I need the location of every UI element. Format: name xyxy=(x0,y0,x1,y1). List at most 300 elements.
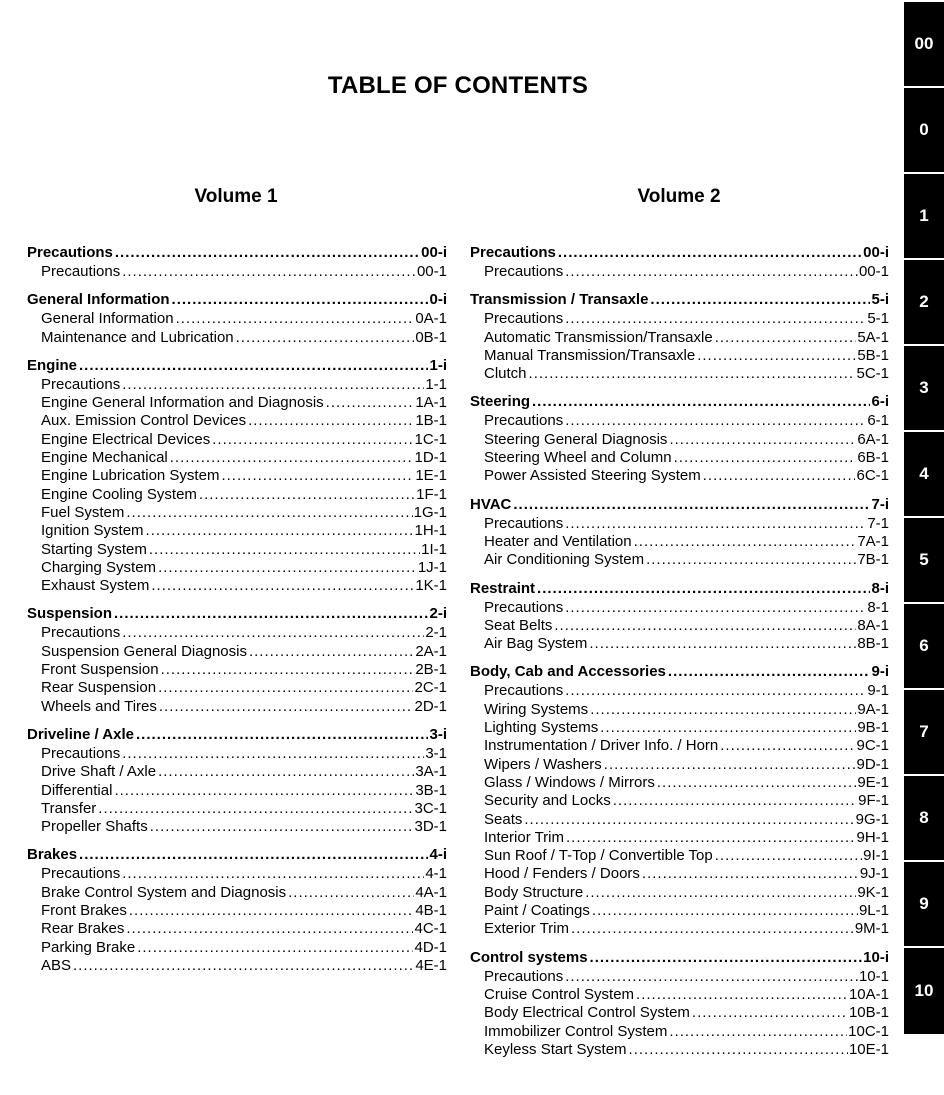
toc-item-engine-electrical-devices[interactable] xyxy=(27,431,447,449)
dot-leader xyxy=(122,263,416,281)
toc-item-engine-mechanical[interactable] xyxy=(27,449,447,467)
dot-leader xyxy=(115,243,420,263)
toc-entry-page: 10-i xyxy=(863,948,889,966)
toc-entry-page: 1J-1 xyxy=(417,558,447,576)
dot-leader xyxy=(566,829,855,847)
section-tab-4[interactable]: 4 xyxy=(904,432,944,516)
toc-entry-title: Maintenance and Lubrication xyxy=(41,328,234,346)
toc-entry-title: Transfer xyxy=(41,799,97,817)
toc-entry-page: 8B-1 xyxy=(857,635,889,653)
toc-item-precautions[interactable] xyxy=(27,376,447,394)
toc-entry-title: Precautions xyxy=(484,310,564,328)
dot-leader xyxy=(558,243,862,263)
dot-leader xyxy=(129,902,414,920)
toc-entry-title: Body Electrical Control System xyxy=(484,1004,690,1022)
toc-item-engine-general-information-and-diagnosis[interactable] xyxy=(27,394,447,412)
toc-item-paint-coatings[interactable] xyxy=(470,902,889,920)
toc-heading-control-systems[interactable] xyxy=(470,948,889,968)
toc-entry-title: Precautions xyxy=(484,263,564,280)
dot-leader xyxy=(565,599,866,617)
toc-entry-page: 5-i xyxy=(871,291,889,309)
toc-entry-page: 6C-1 xyxy=(856,467,889,485)
dot-leader xyxy=(592,902,858,920)
toc-entry-page: 00-i xyxy=(863,244,889,261)
dot-leader xyxy=(199,486,415,504)
toc-entry-title: General Information xyxy=(41,310,174,328)
toc-heading-driveline-axle[interactable] xyxy=(27,725,447,745)
dot-leader xyxy=(326,394,415,412)
toc-section-control-systems xyxy=(470,948,889,1059)
volume-2-heading: Volume 2 xyxy=(637,186,721,207)
toc-entry-title: Lighting Systems xyxy=(484,719,599,737)
toc-entry-page: 5A-1 xyxy=(857,328,889,346)
toc-heading-hvac[interactable] xyxy=(470,495,889,515)
toc-entry-title: Heater and Ventilation xyxy=(484,532,632,550)
dot-leader xyxy=(585,884,856,902)
toc-item-aux-emission-control-devices[interactable] xyxy=(27,412,447,430)
toc-entry-title: Automatic Transmission/Transaxle xyxy=(484,328,713,346)
dot-leader xyxy=(524,811,854,829)
dot-leader xyxy=(73,957,414,975)
dot-leader xyxy=(158,679,413,697)
toc-entry-page: 7-1 xyxy=(867,514,889,532)
dot-leader xyxy=(126,504,412,522)
toc-entry-page: 8A-1 xyxy=(857,616,889,634)
toc-item-precautions[interactable] xyxy=(27,865,447,883)
toc-item-sun-roof-t-top-convertible-top[interactable] xyxy=(470,847,889,865)
dot-leader xyxy=(565,515,866,533)
dot-leader xyxy=(136,725,428,745)
toc-item-precautions[interactable] xyxy=(470,310,889,328)
toc-item-transfer[interactable] xyxy=(27,800,447,818)
dot-leader xyxy=(565,263,858,281)
toc-entry-page: 2C-1 xyxy=(414,679,447,697)
toc-heading-precautions[interactable] xyxy=(470,243,889,263)
toc-item-automatic-transmission-transaxle[interactable] xyxy=(470,329,889,347)
toc-item-instrumentation-driver-info-horn[interactable] xyxy=(470,737,889,755)
dot-leader xyxy=(590,948,863,968)
toc-item-interior-trim[interactable] xyxy=(470,829,889,847)
toc-entry-title: Air Bag System xyxy=(484,635,588,653)
toc-entry-page: 9-1 xyxy=(867,682,889,700)
toc-entry-page: 1H-1 xyxy=(414,522,447,540)
toc-entry-page: 3A-1 xyxy=(415,763,447,781)
toc-item-air-conditioning-system[interactable] xyxy=(470,551,889,569)
toc-section-steering xyxy=(470,392,889,485)
toc-entry-title: Precautions xyxy=(27,244,113,261)
toc-section-brakes xyxy=(27,845,447,975)
dot-leader xyxy=(212,431,413,449)
dot-leader xyxy=(613,792,857,810)
dot-leader xyxy=(151,577,414,595)
toc-entry-title: Glass / Windows / Mirrors xyxy=(484,773,655,791)
toc-entry-page: 6-i xyxy=(871,393,889,411)
dot-leader xyxy=(571,920,854,938)
toc-item-steering-general-diagnosis[interactable] xyxy=(470,431,889,449)
toc-section-precautions xyxy=(470,243,889,281)
toc-entry-title: Restraint xyxy=(470,579,536,597)
dot-leader xyxy=(149,541,420,559)
dot-leader xyxy=(122,865,424,883)
toc-entry-page: 3D-1 xyxy=(414,818,447,836)
section-tabs xyxy=(904,2,944,1036)
section-tab-0[interactable]: 0 xyxy=(904,88,944,172)
dot-leader xyxy=(146,522,414,540)
toc-item-front-brakes[interactable] xyxy=(27,902,447,920)
toc-entry-page: 8-i xyxy=(871,579,889,597)
toc-item-lighting-systems[interactable] xyxy=(470,719,889,737)
toc-entry-title: Precautions xyxy=(41,375,121,393)
toc-item-power-assisted-steering-system[interactable] xyxy=(470,467,889,485)
toc-entry-title: Propeller Shafts xyxy=(41,818,148,836)
dot-leader xyxy=(604,756,856,774)
toc-item-immobilizer-control-system[interactable] xyxy=(470,1023,889,1041)
toc-heading-transmission-transaxle[interactable] xyxy=(470,290,889,310)
toc-item-starting-system[interactable] xyxy=(27,541,447,559)
dot-leader xyxy=(554,617,856,635)
toc-entry-page: 1K-1 xyxy=(415,577,447,595)
toc-entry-title: Engine Cooling System xyxy=(41,485,197,503)
toc-entry-title: Front Brakes xyxy=(41,902,127,920)
toc-entry-page: 9C-1 xyxy=(856,737,889,755)
toc-item-suspension-general-diagnosis[interactable] xyxy=(27,643,447,661)
toc-heading-restraint[interactable] xyxy=(470,579,889,599)
toc-item-wiring-systems[interactable] xyxy=(470,701,889,719)
toc-entry-title: ABS xyxy=(41,956,72,974)
toc-item-propeller-shafts[interactable] xyxy=(27,818,447,836)
toc-entry-page: 00-1 xyxy=(858,263,889,280)
toc-entry-title: Power Assisted Steering System xyxy=(484,467,701,485)
dot-leader xyxy=(126,920,413,938)
toc-entry-page: 6A-1 xyxy=(857,430,889,448)
dot-leader xyxy=(532,392,870,412)
toc-entry-title: General Information xyxy=(27,291,170,309)
section-tab-00[interactable]: 00 xyxy=(904,2,944,86)
dot-leader xyxy=(720,737,855,755)
toc-entry-page: 4D-1 xyxy=(414,938,447,956)
toc-heading-engine[interactable] xyxy=(27,356,447,376)
dot-leader xyxy=(248,412,414,430)
toc-entry-page: 9I-1 xyxy=(863,847,889,865)
toc-entry-page: 9-i xyxy=(871,663,889,681)
toc-item-brake-control-system-and-diagnosis[interactable] xyxy=(27,884,447,902)
toc-entry-title: Wheels and Tires xyxy=(41,697,157,715)
toc-entry-title: Rear Suspension xyxy=(41,679,157,697)
dot-leader xyxy=(529,365,856,383)
dot-leader xyxy=(170,449,414,467)
dot-leader xyxy=(668,662,871,682)
dot-leader xyxy=(158,763,414,781)
toc-entry-title: Instrumentation / Driver Info. / Horn xyxy=(484,737,719,755)
dot-leader xyxy=(650,290,870,310)
toc-entry-page: 6-1 xyxy=(867,412,889,430)
toc-item-charging-system[interactable] xyxy=(27,559,447,577)
toc-item-ignition-system[interactable] xyxy=(27,522,447,540)
toc-item-security-and-locks[interactable] xyxy=(470,792,889,810)
dot-leader xyxy=(513,495,870,515)
toc-entry-page: 4E-1 xyxy=(415,956,447,974)
dot-leader xyxy=(288,884,414,902)
toc-entry-title: Drive Shaft / Axle xyxy=(41,763,157,781)
toc-entry-page: 9E-1 xyxy=(857,773,889,791)
toc-section-precautions xyxy=(27,243,447,281)
toc-heading-steering[interactable] xyxy=(470,392,889,412)
page-title: TABLE OF CONTENTS xyxy=(327,72,589,99)
toc-entry-title: Wiring Systems xyxy=(484,700,589,718)
toc-item-precautions[interactable] xyxy=(470,599,889,617)
toc-entry-page: 10E-1 xyxy=(848,1040,889,1058)
toc-item-clutch[interactable] xyxy=(470,365,889,383)
toc-entry-page: 5B-1 xyxy=(857,346,889,364)
toc-entry-page: 8-1 xyxy=(867,598,889,616)
toc-entry-title: Precautions xyxy=(484,967,564,985)
toc-item-glass-windows-mirrors[interactable] xyxy=(470,774,889,792)
toc-section-suspension xyxy=(27,604,447,715)
dot-leader xyxy=(122,745,424,763)
toc-entry-title: Driveline / Axle xyxy=(27,725,134,743)
dot-leader xyxy=(692,1004,848,1022)
toc-entry-page: 9D-1 xyxy=(856,755,889,773)
toc-entry-page: 10B-1 xyxy=(848,1004,889,1022)
dot-leader xyxy=(565,968,858,986)
toc-item-drive-shaft-axle[interactable] xyxy=(27,763,447,781)
toc-entry-title: Seat Belts xyxy=(484,616,553,634)
dot-leader xyxy=(114,604,428,624)
toc-item-hood-fenders-doors[interactable] xyxy=(470,865,889,883)
toc-item-steering-wheel-and-column[interactable] xyxy=(470,449,889,467)
dot-leader xyxy=(646,551,856,569)
dot-leader xyxy=(161,661,415,679)
toc-section-restraint xyxy=(470,579,889,654)
toc-item-parking-brake[interactable] xyxy=(27,939,447,957)
toc-entry-title: Precautions xyxy=(41,263,121,280)
dot-leader xyxy=(565,682,866,700)
toc-item-precautions[interactable] xyxy=(27,624,447,642)
toc-entry-page: 4-i xyxy=(429,846,447,864)
toc-item-body-electrical-control-system[interactable] xyxy=(470,1004,889,1022)
toc-item-seats[interactable] xyxy=(470,811,889,829)
toc-entry-title: Fuel System xyxy=(41,503,125,521)
toc-entry-page: 3C-1 xyxy=(414,799,447,817)
toc-entry-title: Hood / Fenders / Doors xyxy=(484,865,640,883)
section-tab-9[interactable]: 9 xyxy=(904,862,944,946)
toc-item-precautions[interactable] xyxy=(27,745,447,763)
section-tab-6[interactable]: 6 xyxy=(904,604,944,688)
dot-leader xyxy=(669,431,856,449)
toc-entry-title: Precautions xyxy=(484,598,564,616)
toc-entry-title: Exterior Trim xyxy=(484,920,570,938)
toc-item-maintenance-and-lubrication[interactable] xyxy=(27,329,447,347)
dot-leader xyxy=(79,356,428,376)
dot-leader xyxy=(634,533,857,551)
dot-leader xyxy=(221,467,414,485)
dot-leader xyxy=(697,347,856,365)
toc-heading-body-cab-and-accessories[interactable] xyxy=(470,662,889,682)
toc-item-wheels-and-tires[interactable] xyxy=(27,698,447,716)
toc-heading-general-information[interactable] xyxy=(27,290,447,310)
dot-leader xyxy=(114,782,414,800)
toc-entry-title: Precautions xyxy=(484,514,564,532)
toc-entry-title: Suspension xyxy=(27,605,113,623)
toc-entry-title: Precautions xyxy=(484,412,564,430)
toc-entry-page: 1E-1 xyxy=(415,467,447,485)
toc-entry-title: Immobilizer Control System xyxy=(484,1022,668,1040)
toc-entry-title: Cruise Control System xyxy=(484,985,635,1003)
dot-leader xyxy=(674,449,857,467)
toc-item-precautions[interactable] xyxy=(470,968,889,986)
toc-item-body-structure[interactable] xyxy=(470,884,889,902)
toc-item-heater-and-ventilation[interactable] xyxy=(470,533,889,551)
toc-heading-brakes[interactable] xyxy=(27,845,447,865)
toc-entry-title: Seats xyxy=(484,810,523,828)
toc-entry-page: 7B-1 xyxy=(857,551,889,569)
toc-entry-title: Precautions xyxy=(41,865,121,883)
toc-item-engine-cooling-system[interactable] xyxy=(27,486,447,504)
section-tab-8[interactable]: 8 xyxy=(904,776,944,860)
dot-leader xyxy=(715,329,857,347)
toc-item-seat-belts[interactable] xyxy=(470,617,889,635)
toc-entry-page: 00-1 xyxy=(416,263,447,280)
toc-item-general-information[interactable] xyxy=(27,310,447,328)
toc-entry-page: 9F-1 xyxy=(858,792,889,810)
toc-entry-title: Engine Electrical Devices xyxy=(41,430,211,448)
toc-entry-title: Clutch xyxy=(484,365,527,383)
section-tab-1[interactable]: 1 xyxy=(904,174,944,258)
toc-item-precautions[interactable] xyxy=(470,682,889,700)
dot-leader xyxy=(137,939,413,957)
toc-entry-title: Keyless Start System xyxy=(484,1040,627,1058)
toc-entry-page: 1D-1 xyxy=(414,449,447,467)
toc-entry-title: Interior Trim xyxy=(484,828,565,846)
toc-entry-page: 1A-1 xyxy=(415,394,447,412)
toc-entry-title: Steering General Diagnosis xyxy=(484,430,668,448)
toc-entry-page: 7A-1 xyxy=(857,532,889,550)
toc-entry-title: Body Structure xyxy=(484,883,584,901)
toc-entry-title: Ignition System xyxy=(41,522,144,540)
toc-entry-page: 9L-1 xyxy=(858,902,889,920)
toc-entry-title: Sun Roof / T-Top / Convertible Top xyxy=(484,847,713,865)
volume-1-contents xyxy=(27,243,447,984)
toc-entry-title: Steering Wheel and Column xyxy=(484,449,672,467)
toc-entry-page: 1-1 xyxy=(425,375,447,393)
toc-section-general-information xyxy=(27,290,447,347)
toc-entry-title: Charging System xyxy=(41,558,157,576)
toc-entry-page: 3-i xyxy=(429,725,447,743)
toc-entry-page: 9J-1 xyxy=(859,865,889,883)
dot-leader xyxy=(565,310,866,328)
toc-item-fuel-system[interactable] xyxy=(27,504,447,522)
section-tab-7[interactable]: 7 xyxy=(904,690,944,774)
toc-item-engine-lubrication-system[interactable] xyxy=(27,467,447,485)
toc-heading-precautions[interactable] xyxy=(27,243,447,263)
toc-entry-page: 1B-1 xyxy=(415,412,447,430)
toc-item-precautions[interactable] xyxy=(27,263,447,281)
toc-entry-page: 2D-1 xyxy=(414,697,447,715)
toc-item-exterior-trim[interactable] xyxy=(470,920,889,938)
dot-leader xyxy=(565,412,866,430)
toc-section-hvac xyxy=(470,495,889,570)
toc-item-abs[interactable] xyxy=(27,957,447,975)
dot-leader xyxy=(176,310,415,328)
toc-entry-page: 0A-1 xyxy=(415,310,447,328)
toc-entry-title: Differential xyxy=(41,781,113,799)
toc-entry-page: 10A-1 xyxy=(848,985,889,1003)
toc-entry-title: Brakes xyxy=(27,846,78,864)
toc-entry-title: Rear Brakes xyxy=(41,920,125,938)
toc-entry-page: 5C-1 xyxy=(856,365,889,383)
toc-entry-title: Steering xyxy=(470,393,531,411)
toc-entry-page: 4B-1 xyxy=(415,902,447,920)
section-tab-2[interactable]: 2 xyxy=(904,260,944,344)
toc-entry-page: 9H-1 xyxy=(856,828,889,846)
section-tab-3[interactable]: 3 xyxy=(904,346,944,430)
toc-item-wipers-washers[interactable] xyxy=(470,756,889,774)
toc-item-precautions[interactable] xyxy=(470,263,889,281)
dot-leader xyxy=(98,800,413,818)
toc-entry-page: 6B-1 xyxy=(857,449,889,467)
dot-leader xyxy=(79,845,428,865)
toc-entry-page: 4C-1 xyxy=(414,920,447,938)
toc-item-exhaust-system[interactable] xyxy=(27,577,447,595)
toc-entry-page: 2-1 xyxy=(425,624,447,642)
toc-entry-title: Front Suspension xyxy=(41,661,159,679)
toc-item-differential[interactable] xyxy=(27,782,447,800)
dot-leader xyxy=(159,698,414,716)
section-tab-10[interactable]: 10 xyxy=(904,948,944,1034)
toc-entry-title: Body, Cab and Accessories xyxy=(470,663,666,681)
toc-entry-page: 1-i xyxy=(429,356,447,374)
dot-leader xyxy=(150,818,414,836)
dot-leader xyxy=(703,467,856,485)
dot-leader xyxy=(589,635,856,653)
toc-item-rear-suspension[interactable] xyxy=(27,679,447,697)
toc-item-air-bag-system[interactable] xyxy=(470,635,889,653)
toc-item-rear-brakes[interactable] xyxy=(27,920,447,938)
toc-section-body-cab-and-accessories xyxy=(470,662,889,938)
dot-leader xyxy=(629,1041,848,1059)
toc-entry-title: Security and Locks xyxy=(484,792,611,810)
toc-entry-page: 1G-1 xyxy=(413,503,447,521)
toc-entry-page: 0B-1 xyxy=(415,328,447,346)
toc-entry-title: Engine Lubrication System xyxy=(41,467,220,485)
toc-entry-page: 2B-1 xyxy=(415,661,447,679)
toc-item-precautions[interactable] xyxy=(470,412,889,430)
dot-leader xyxy=(715,847,862,865)
toc-entry-page: 2-i xyxy=(429,605,447,623)
toc-item-keyless-start-system[interactable] xyxy=(470,1041,889,1059)
dot-leader xyxy=(122,624,424,642)
toc-item-front-suspension[interactable] xyxy=(27,661,447,679)
toc-entry-page: 2A-1 xyxy=(415,642,447,660)
toc-item-manual-transmission-transaxle[interactable] xyxy=(470,347,889,365)
toc-section-engine xyxy=(27,356,447,596)
dot-leader xyxy=(590,701,856,719)
toc-item-precautions[interactable] xyxy=(470,515,889,533)
toc-entry-page: 4A-1 xyxy=(415,883,447,901)
toc-entry-page: 1C-1 xyxy=(414,430,447,448)
toc-entry-title: HVAC xyxy=(470,495,512,513)
toc-entry-page: 3B-1 xyxy=(415,781,447,799)
toc-entry-title: Brake Control System and Diagnosis xyxy=(41,883,287,901)
dot-leader xyxy=(236,329,415,347)
toc-entry-title: Engine Mechanical xyxy=(41,449,168,467)
toc-entry-title: Precautions xyxy=(41,744,121,762)
toc-item-cruise-control-system[interactable] xyxy=(470,986,889,1004)
toc-entry-title: Exhaust System xyxy=(41,577,150,595)
toc-heading-suspension[interactable] xyxy=(27,604,447,624)
section-tab-5[interactable]: 5 xyxy=(904,518,944,602)
toc-entry-title: Control systems xyxy=(470,948,588,966)
